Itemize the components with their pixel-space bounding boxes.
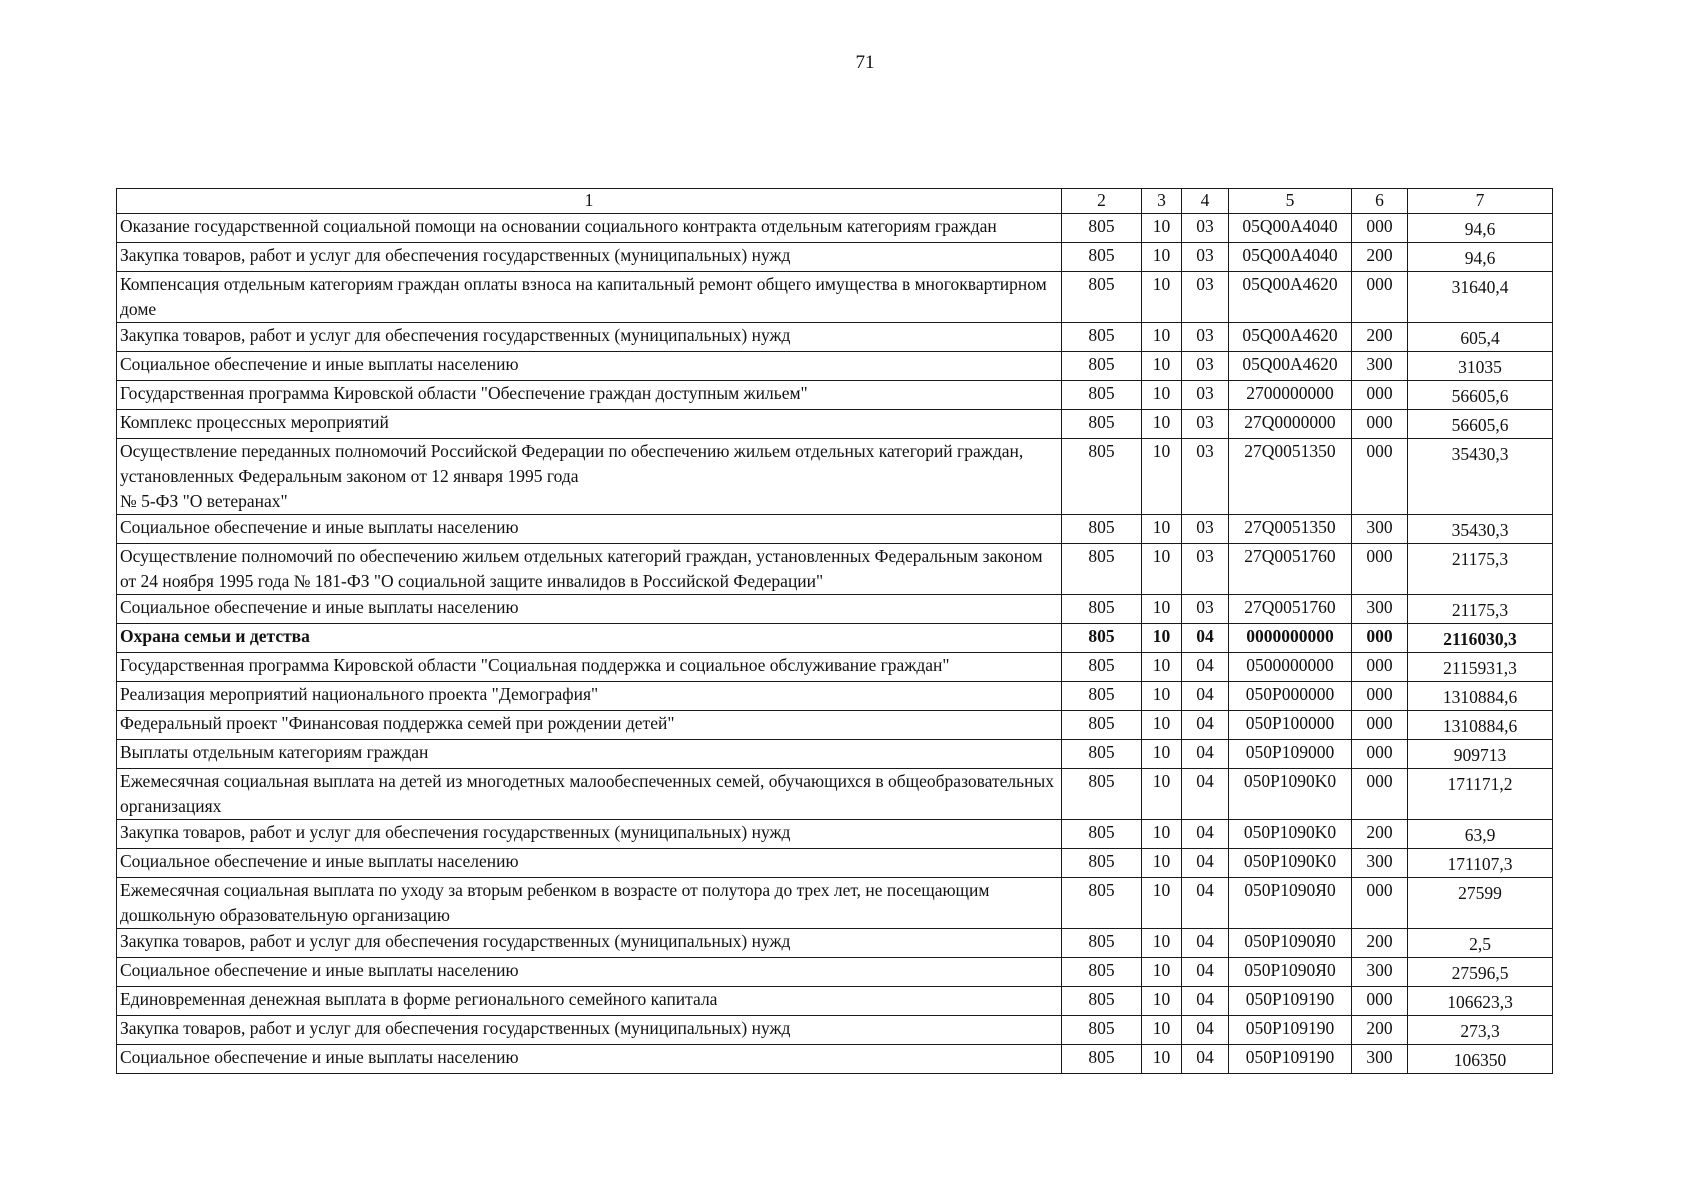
table-row (117, 740, 1553, 769)
expense-type-cell: 200 (1352, 243, 1408, 272)
amount-cell: 1310884,6 (1408, 682, 1553, 711)
code-admin-cell: 805 (1062, 323, 1142, 352)
subsection-cell: 03 (1182, 439, 1229, 515)
row-name-cell: Ежемесячная социальная выплата по уходу за вторым ребенком в возрасте от полутора до трех лет, не посещающим дошкольную образовательную организацию (117, 878, 1062, 929)
code-admin-cell: 805 (1062, 243, 1142, 272)
table-row (117, 410, 1553, 439)
subsection-cell: 04 (1182, 878, 1229, 929)
code-admin-cell: 805 (1062, 929, 1142, 958)
target-article-cell: 050P1090K0 (1229, 820, 1352, 849)
expense-type-cell: 000 (1352, 653, 1408, 682)
expense-type-cell: 300 (1352, 958, 1408, 987)
section-cell: 10 (1142, 740, 1182, 769)
amount-cell: 35430,3 (1408, 439, 1553, 515)
table-row (117, 595, 1553, 624)
table-row (117, 214, 1553, 243)
expense-type-cell: 000 (1352, 769, 1408, 820)
row-name-cell: Ежемесячная социальная выплата на детей из многодетных малообеспеченных семей, обучающихся в общеобразовательных организациях (117, 769, 1062, 820)
table-row (117, 352, 1553, 381)
code-admin-cell: 805 (1062, 769, 1142, 820)
target-article-cell: 05Q00A4620 (1229, 352, 1352, 381)
code-admin-cell: 805 (1062, 624, 1142, 653)
table-body (117, 214, 1553, 1074)
table-row (117, 820, 1553, 849)
table-row (117, 682, 1553, 711)
subsection-cell: 03 (1182, 544, 1229, 595)
subsection-cell: 03 (1182, 272, 1229, 323)
expense-type-cell: 000 (1352, 740, 1408, 769)
column-header: 7 (1408, 189, 1553, 214)
section-cell: 10 (1142, 1045, 1182, 1074)
target-article-cell: 27Q0051760 (1229, 595, 1352, 624)
subsection-cell: 03 (1182, 352, 1229, 381)
code-admin-cell: 805 (1062, 682, 1142, 711)
amount-cell: 909713 (1408, 740, 1553, 769)
column-header: 2 (1062, 189, 1142, 214)
target-article-cell: 27Q0051760 (1229, 544, 1352, 595)
subsection-cell: 03 (1182, 410, 1229, 439)
section-cell: 10 (1142, 711, 1182, 740)
section-cell: 10 (1142, 849, 1182, 878)
amount-cell: 94,6 (1408, 214, 1553, 243)
table-row (117, 711, 1553, 740)
amount-cell: 31035 (1408, 352, 1553, 381)
amount-cell: 171171,2 (1408, 769, 1553, 820)
target-article-cell: 050P000000 (1229, 682, 1352, 711)
table-row (117, 381, 1553, 410)
row-name-cell: Закупка товаров, работ и услуг для обеспечения государственных (муниципальных) нужд (117, 820, 1062, 849)
row-name-cell: Государственная программа Кировской области "Социальная поддержка и социальное обслуживание граждан" (117, 653, 1062, 682)
row-name-cell: Федеральный проект "Финансовая поддержка семей при рождении детей" (117, 711, 1062, 740)
table-row (117, 653, 1553, 682)
amount-cell: 1310884,6 (1408, 711, 1553, 740)
row-name-cell: Социальное обеспечение и иные выплаты населению (117, 595, 1062, 624)
subsection-cell: 03 (1182, 323, 1229, 352)
amount-cell: 106350 (1408, 1045, 1553, 1074)
amount-cell: 21175,3 (1408, 595, 1553, 624)
section-cell: 10 (1142, 439, 1182, 515)
section-cell: 10 (1142, 682, 1182, 711)
code-admin-cell: 805 (1062, 352, 1142, 381)
expense-type-cell: 200 (1352, 1016, 1408, 1045)
amount-cell: 56605,6 (1408, 381, 1553, 410)
table-row (117, 243, 1553, 272)
expense-type-cell: 000 (1352, 381, 1408, 410)
subsection-cell: 03 (1182, 515, 1229, 544)
row-name-cell: Закупка товаров, работ и услуг для обеспечения государственных (муниципальных) нужд (117, 323, 1062, 352)
expense-type-cell: 200 (1352, 929, 1408, 958)
target-article-cell: 05Q00A4040 (1229, 243, 1352, 272)
code-admin-cell: 805 (1062, 595, 1142, 624)
section-cell: 10 (1142, 410, 1182, 439)
amount-cell: 2,5 (1408, 929, 1553, 958)
row-name-cell: Охрана семьи и детства (117, 624, 1062, 653)
code-admin-cell: 805 (1062, 849, 1142, 878)
target-article-cell: 050P1090Я0 (1229, 878, 1352, 929)
subsection-cell: 04 (1182, 987, 1229, 1016)
section-cell: 10 (1142, 544, 1182, 595)
expense-type-cell: 000 (1352, 214, 1408, 243)
target-article-cell: 050P100000 (1229, 711, 1352, 740)
table-row (117, 1016, 1553, 1045)
code-admin-cell: 805 (1062, 214, 1142, 243)
row-name-cell: Социальное обеспечение и иные выплаты населению (117, 849, 1062, 878)
target-article-cell: 2700000000 (1229, 381, 1352, 410)
row-name-cell: Оказание государственной социальной помощи на основании социального контракта отдельным категориям граждан (117, 214, 1062, 243)
table-row (117, 272, 1553, 323)
subsection-cell: 04 (1182, 958, 1229, 987)
code-admin-cell: 805 (1062, 820, 1142, 849)
row-name-cell: Выплаты отдельным категориям граждан (117, 740, 1062, 769)
code-admin-cell: 805 (1062, 439, 1142, 515)
section-cell: 10 (1142, 352, 1182, 381)
column-header: 4 (1182, 189, 1229, 214)
expense-type-cell: 200 (1352, 323, 1408, 352)
subsection-cell: 04 (1182, 769, 1229, 820)
expense-type-cell: 000 (1352, 624, 1408, 653)
page-number: 71 (855, 52, 875, 73)
table-row (117, 515, 1553, 544)
row-name-cell: Комплекс процессных мероприятий (117, 410, 1062, 439)
target-article-cell: 27Q0000000 (1229, 410, 1352, 439)
amount-cell: 27596,5 (1408, 958, 1553, 987)
row-name-cell: Закупка товаров, работ и услуг для обеспечения государственных (муниципальных) нужд (117, 929, 1062, 958)
target-article-cell: 27Q0051350 (1229, 439, 1352, 515)
code-admin-cell: 805 (1062, 544, 1142, 595)
section-cell: 10 (1142, 595, 1182, 624)
expense-type-cell: 000 (1352, 987, 1408, 1016)
row-name-cell: Единовременная денежная выплата в форме регионального семейного капитала (117, 987, 1062, 1016)
subsection-cell: 04 (1182, 682, 1229, 711)
row-name-cell: Социальное обеспечение и иные выплаты населению (117, 958, 1062, 987)
subsection-cell: 03 (1182, 381, 1229, 410)
table-header-row (117, 189, 1553, 214)
subsection-cell: 04 (1182, 1045, 1229, 1074)
subsection-cell: 04 (1182, 740, 1229, 769)
code-admin-cell: 805 (1062, 987, 1142, 1016)
row-name-cell: Социальное обеспечение и иные выплаты населению (117, 352, 1062, 381)
target-article-cell: 05Q00A4620 (1229, 272, 1352, 323)
column-header: 6 (1352, 189, 1408, 214)
amount-cell: 21175,3 (1408, 544, 1553, 595)
amount-cell: 56605,6 (1408, 410, 1553, 439)
row-name-cell: Государственная программа Кировской области "Обеспечение граждан доступным жильем" (117, 381, 1062, 410)
row-name-cell: Осуществление полномочий по обеспечению жильем отдельных категорий граждан, установленных Федеральным законом от 24 ноября 1995 года № 181-ФЗ "О социальной защите инвалидов в Российской Федерации" (117, 544, 1062, 595)
amount-cell: 27599 (1408, 878, 1553, 929)
table-row (117, 624, 1553, 653)
expense-type-cell: 000 (1352, 682, 1408, 711)
expense-type-cell: 200 (1352, 820, 1408, 849)
row-name-cell: Социальное обеспечение и иные выплаты населению (117, 1045, 1062, 1074)
section-cell: 10 (1142, 929, 1182, 958)
target-article-cell: 0000000000 (1229, 624, 1352, 653)
code-admin-cell: 805 (1062, 740, 1142, 769)
amount-cell: 273,3 (1408, 1016, 1553, 1045)
table-row (117, 929, 1553, 958)
subsection-cell: 04 (1182, 929, 1229, 958)
subsection-cell: 03 (1182, 214, 1229, 243)
row-name-cell: Компенсация отдельным категориям граждан оплаты взноса на капитальный ремонт общего имущества в многоквартирном доме (117, 272, 1062, 323)
table-row (117, 849, 1553, 878)
amount-cell: 106623,3 (1408, 987, 1553, 1016)
section-cell: 10 (1142, 987, 1182, 1016)
code-admin-cell: 805 (1062, 381, 1142, 410)
section-cell: 10 (1142, 878, 1182, 929)
budget-table (116, 188, 1553, 1074)
table-row (117, 323, 1553, 352)
table-row (117, 769, 1553, 820)
section-cell: 10 (1142, 958, 1182, 987)
expense-type-cell: 000 (1352, 439, 1408, 515)
expense-type-cell: 000 (1352, 878, 1408, 929)
subsection-cell: 04 (1182, 711, 1229, 740)
code-admin-cell: 805 (1062, 878, 1142, 929)
row-name-cell: Закупка товаров, работ и услуг для обеспечения государственных (муниципальных) нужд (117, 243, 1062, 272)
expense-type-cell: 000 (1352, 272, 1408, 323)
amount-cell: 94,6 (1408, 243, 1553, 272)
section-cell: 10 (1142, 381, 1182, 410)
code-admin-cell: 805 (1062, 653, 1142, 682)
expense-type-cell: 300 (1352, 352, 1408, 381)
table-row (117, 987, 1553, 1016)
row-name-cell: Реализация мероприятий национального проекта "Демография" (117, 682, 1062, 711)
section-cell: 10 (1142, 272, 1182, 323)
code-admin-cell: 805 (1062, 711, 1142, 740)
expense-type-cell: 000 (1352, 711, 1408, 740)
code-admin-cell: 805 (1062, 410, 1142, 439)
expense-type-cell: 300 (1352, 595, 1408, 624)
target-article-cell: 0500000000 (1229, 653, 1352, 682)
subsection-cell: 04 (1182, 653, 1229, 682)
table-row (117, 439, 1553, 515)
code-admin-cell: 805 (1062, 272, 1142, 323)
section-cell: 10 (1142, 653, 1182, 682)
code-admin-cell: 805 (1062, 1045, 1142, 1074)
code-admin-cell: 805 (1062, 1016, 1142, 1045)
amount-cell: 2115931,3 (1408, 653, 1553, 682)
expense-type-cell: 000 (1352, 410, 1408, 439)
amount-cell: 605,4 (1408, 323, 1553, 352)
target-article-cell: 050P109000 (1229, 740, 1352, 769)
section-cell: 10 (1142, 515, 1182, 544)
table-row (117, 878, 1553, 929)
table-row (117, 958, 1553, 987)
code-admin-cell: 805 (1062, 958, 1142, 987)
section-cell: 10 (1142, 243, 1182, 272)
column-header: 1 (117, 189, 1062, 214)
code-admin-cell: 805 (1062, 515, 1142, 544)
amount-cell: 2116030,3 (1408, 624, 1553, 653)
section-cell: 10 (1142, 820, 1182, 849)
section-cell: 10 (1142, 1016, 1182, 1045)
target-article-cell: 050P1090Я0 (1229, 929, 1352, 958)
expense-type-cell: 000 (1352, 544, 1408, 595)
section-cell: 10 (1142, 323, 1182, 352)
target-article-cell: 050P1090K0 (1229, 769, 1352, 820)
target-article-cell: 050P1090Я0 (1229, 958, 1352, 987)
section-cell: 10 (1142, 769, 1182, 820)
target-article-cell: 05Q00A4620 (1229, 323, 1352, 352)
subsection-cell: 04 (1182, 1016, 1229, 1045)
amount-cell: 171107,3 (1408, 849, 1553, 878)
expense-type-cell: 300 (1352, 849, 1408, 878)
table-row (117, 1045, 1553, 1074)
target-article-cell: 050P109190 (1229, 1045, 1352, 1074)
subsection-cell: 03 (1182, 595, 1229, 624)
amount-cell: 35430,3 (1408, 515, 1553, 544)
amount-cell: 31640,4 (1408, 272, 1553, 323)
target-article-cell: 050P109190 (1229, 987, 1352, 1016)
expense-type-cell: 300 (1352, 1045, 1408, 1074)
row-name-cell: Социальное обеспечение и иные выплаты населению (117, 515, 1062, 544)
column-header: 3 (1142, 189, 1182, 214)
section-cell: 10 (1142, 624, 1182, 653)
table-row (117, 544, 1553, 595)
column-header: 5 (1229, 189, 1352, 214)
row-name-cell: Осуществление переданных полномочий Российской Федерации по обеспечению жильем отдельных категорий граждан, установленных Федеральным законом от 12 января 1995 года № 5-ФЗ "О ветеранах" (117, 439, 1062, 515)
expense-type-cell: 300 (1352, 515, 1408, 544)
subsection-cell: 03 (1182, 243, 1229, 272)
target-article-cell: 050P1090K0 (1229, 849, 1352, 878)
target-article-cell: 05Q00A4040 (1229, 214, 1352, 243)
target-article-cell: 050P109190 (1229, 1016, 1352, 1045)
row-name-cell: Закупка товаров, работ и услуг для обеспечения государственных (муниципальных) нужд (117, 1016, 1062, 1045)
section-cell: 10 (1142, 214, 1182, 243)
subsection-cell: 04 (1182, 820, 1229, 849)
target-article-cell: 27Q0051350 (1229, 515, 1352, 544)
subsection-cell: 04 (1182, 849, 1229, 878)
subsection-cell: 04 (1182, 624, 1229, 653)
amount-cell: 63,9 (1408, 820, 1553, 849)
